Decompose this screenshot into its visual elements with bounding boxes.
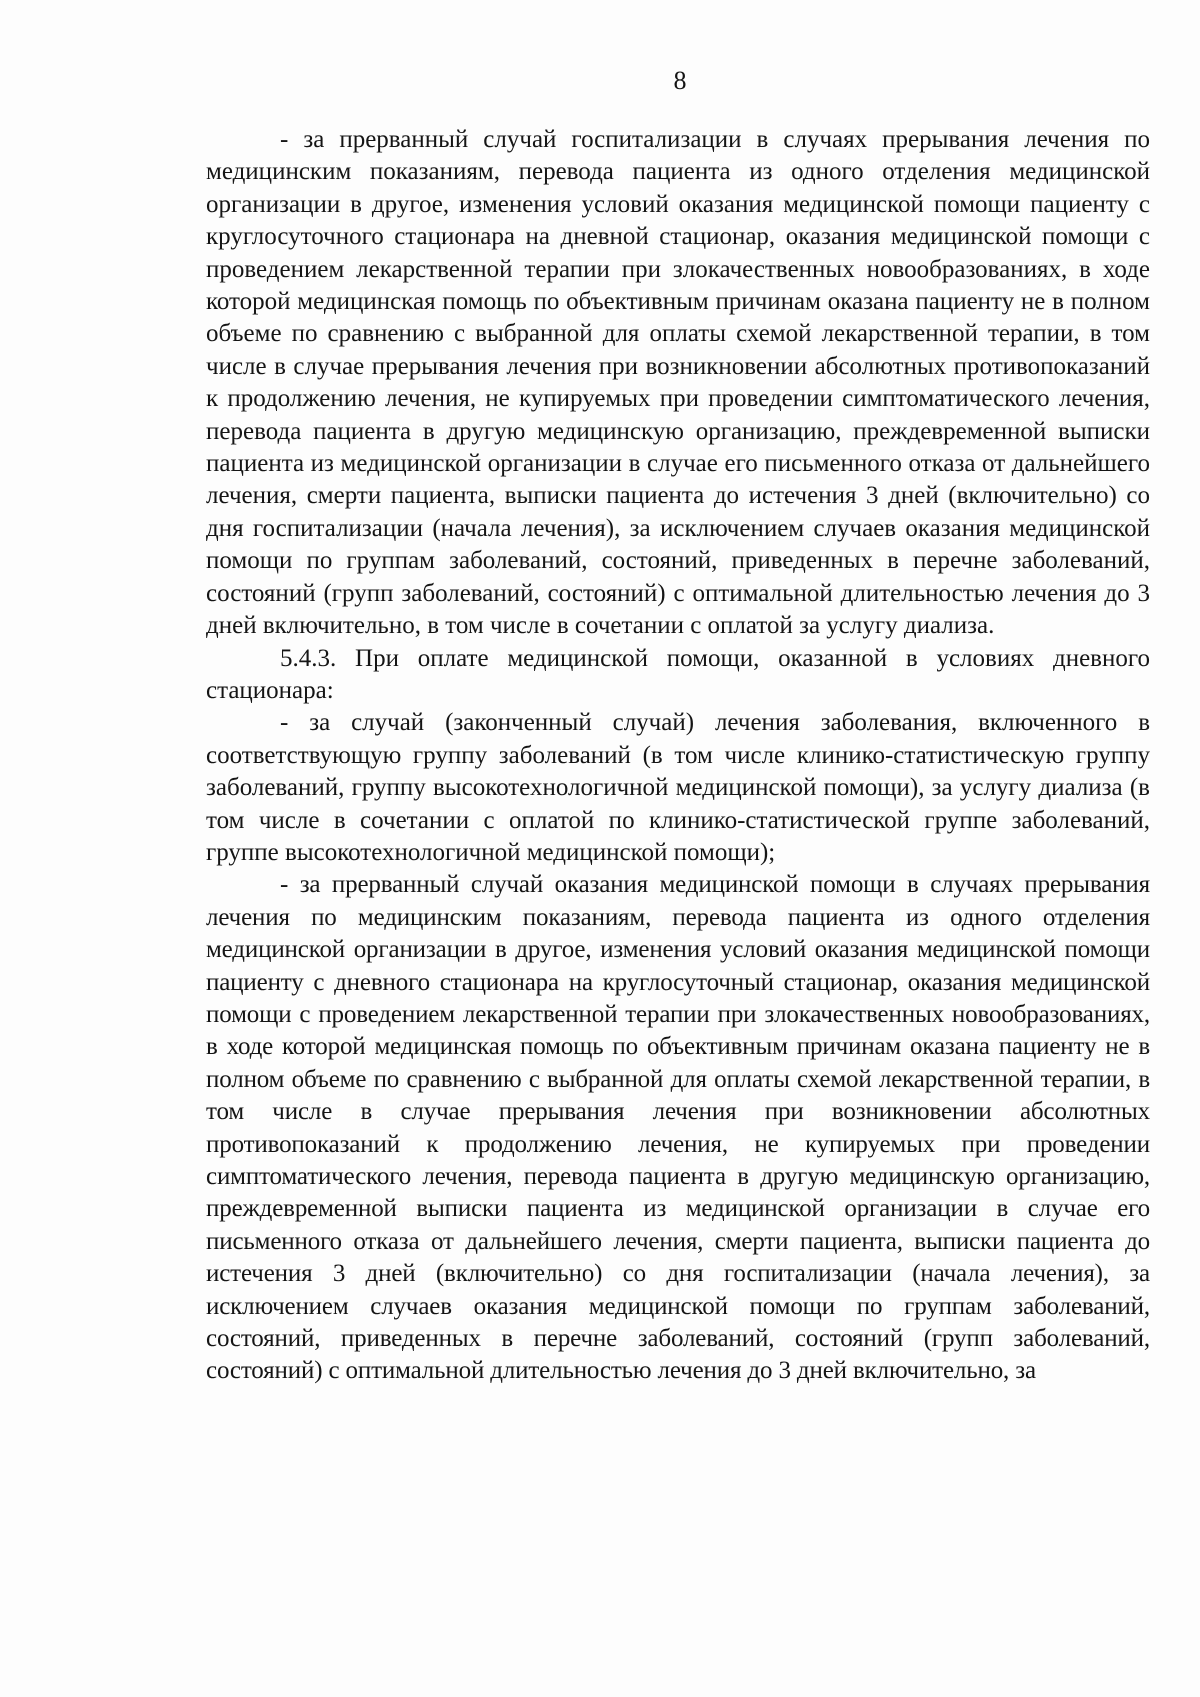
paragraph-interrupted-hospitalization: - за прерванный случай госпитализации в случаях прерывания лечения по медицинским показаниям, перевода пациента из одного отделения медицинской организации в другое, изменения условий оказания медицинской помощи пациенту с круглосуточного стационара на дневной стационар, оказания медицинской помощи с проведением лекарственной терапии при злокачественных новообразованиях, в ходе которой медицинская помощь по объективным причинам оказана пациенту не в полном объеме по сравнению с выбранной для оплаты схемой лекарственной терапии, в том числе в случае прерывания лечения при возникновении абсолютных противопоказаний к продолжению лечения, не купируемых при проведении симптоматического лечения, перевода пациента в другую медицинскую организацию, преждевременной выписки пациента из медицинской организации в случае его письменного отказа от дальнейшего лечения, смерти пациента, выписки пациента до истечения 3 дней (включительно) со дня госпитализации (начала лечения), за исключением случаев оказания медицинской помощи по группам заболеваний, состояний, приведенных в перечне заболеваний, состояний (групп заболеваний, состояний) с оптимальной длительностью лечения до 3 дней включительно, в том числе в сочетании с оплатой за услугу диализа. xyxy=(206,126,1150,640)
page-number: 8 xyxy=(673,66,687,95)
paragraph-interrupted-day-care: - за прерванный случай оказания медицинской помощи в случаях прерывания лечения по медицинским показаниям, перевода пациента из одного отделения медицинской организации в другое, изменения условий оказания медицинской помощи пациенту с дневного стационара на круглосуточный стационар, оказания медицинской помощи с проведением лекарственной терапии при злокачественных новообразованиях, в ходе которой медицинская помощь по объективным причинам оказана пациенту не в полном объеме по сравнению с выбранной для оплаты схемой лекарственной терапии, в том числе в случае прерывания лечения при возникновении абсолютных противопоказаний к продолжению лечения, не купируемых при проведении симптоматического лечения, перевода пациента в другую медицинскую организацию, преждевременной выписки пациента из медицинской организации в случае его письменного отказа от дальнейшего лечения, смерти пациента, выписки пациента до истечения 3 дней (включительно) со дня госпитализации (начала лечения), за исключением случаев оказания медицинской помощи по группам заболеваний, состояний, приведенных в перечне заболеваний, состояний (групп заболеваний, состояний) с оптимальной длительностью лечения до 3 дней включительно, за xyxy=(206,871,1150,1385)
paragraph-completed-case: - за случай (законченный случай) лечения заболевания, включенного в соответствующую группу заболеваний (в том числе клинико-статистическую группу заболеваний, группу высокотехнологичной медицинской помощи), за услугу диализа (в том числе в сочетании с оплатой по клинико-статистической группе заболеваний, группе высокотехнологичной медицинской помощи); xyxy=(206,709,1150,866)
paragraph-section-5-4-3: 5.4.3. При оплате медицинской помощи, оказанной в условиях дневного стационара: xyxy=(206,644,1150,704)
document-body xyxy=(206,124,1150,1388)
